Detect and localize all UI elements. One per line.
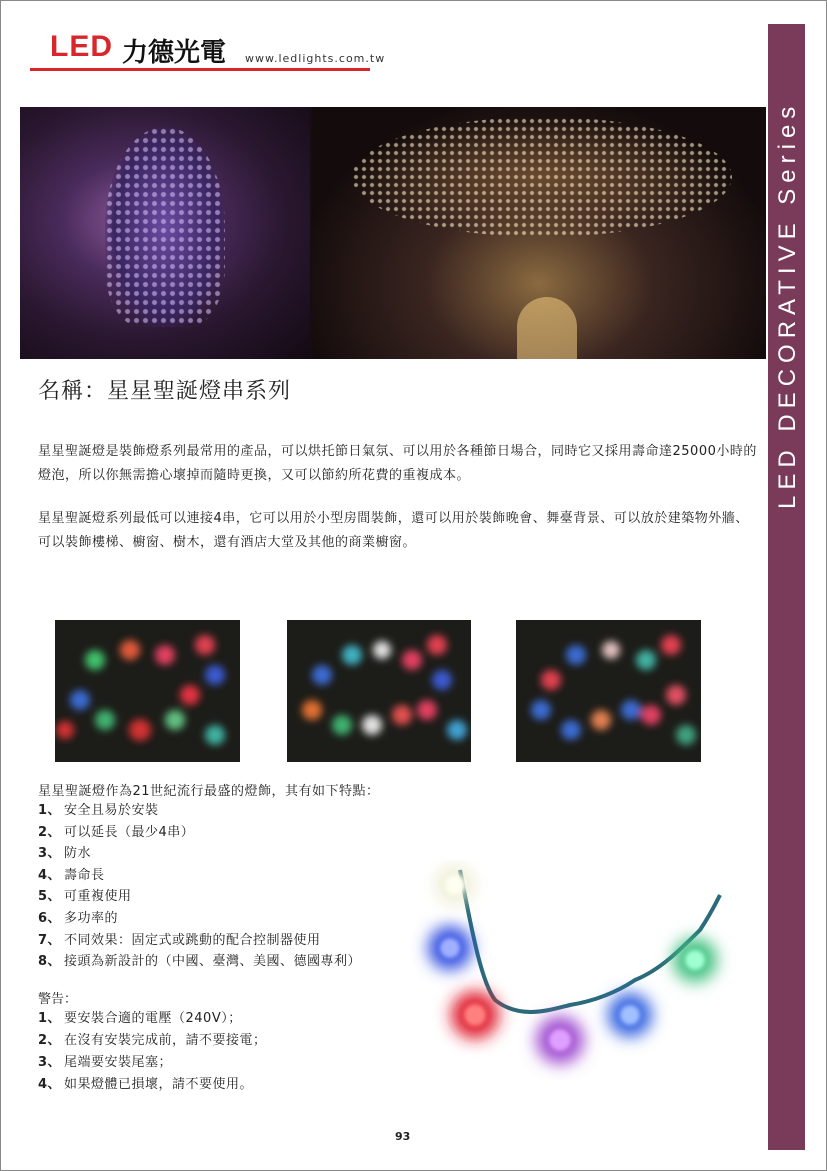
- list-item: 4、 壽命長: [38, 867, 105, 883]
- description-paragraph-1: 星星聖誕燈是裝飾燈系列最常用的產品，可以烘托節日氣氛、可以用於各種節日場合，同時它又採用壽命達25000小時的燈泡，所以你無需擔心壞掉而隨時更換，又可以節約所花費的重複成本。: [38, 444, 757, 483]
- list-item: 1、 要安裝合適的電壓（240V）；: [38, 1011, 242, 1026]
- brand-company-name: 力德光電: [122, 38, 227, 68]
- list-item: 1、 安全且易於安裝: [38, 803, 159, 818]
- brand-led-logo: LED: [50, 30, 113, 63]
- hero-photo: [20, 107, 766, 359]
- warnings-list: [38, 1008, 267, 1096]
- lit-tree-image: [105, 127, 225, 327]
- list-item: 5、 可重複使用: [38, 889, 132, 905]
- page-title: 名稱：星星聖誕燈串系列: [38, 379, 292, 404]
- product-photo-2: [287, 620, 471, 762]
- features-intro: 星星聖誕燈作為21世紀流行最盛的燈飾，其有如下特點：: [38, 784, 380, 799]
- brand-url: www.ledlights.com.tw: [245, 52, 386, 65]
- light-ring-image-3: [516, 620, 701, 762]
- list-item: 7、 不同效果：固定式或跳動的配合控制器使用: [38, 932, 321, 948]
- description-paragraph-2: 星星聖誕燈系列最低可以連接4串，它可以用於小型房間裝飾，還可以用於裝飾晚會、舞臺背景、可以放於建築物外牆、可以裝飾樓梯、櫥窗、樹木，還有酒店大堂及其他的商業櫥窗。: [38, 511, 749, 550]
- lit-canopy-image: [352, 117, 732, 237]
- list-item: 2、 在沒有安裝完成前，請不要接電；: [38, 1033, 267, 1048]
- warnings-title: 警告：: [38, 992, 78, 1007]
- list-item: 2、 可以延長（最少4串）: [38, 824, 195, 840]
- sidebar-label: [768, 24, 805, 524]
- hero-photo-walkway: [312, 107, 766, 359]
- sidebar-label-text: LED DECORATIVE Series: [773, 100, 801, 509]
- list-item: 3、 防水: [38, 846, 92, 862]
- header-rule: [30, 68, 370, 71]
- list-item: 8、 接頭為新設計的（中國、臺灣、美國、德國專利）: [38, 954, 362, 970]
- string-light-image: [410, 860, 750, 1080]
- light-ring-image-1: [55, 620, 240, 762]
- features-list: [38, 800, 361, 973]
- list-item: 6、 多功率的: [38, 910, 119, 926]
- list-item: 3、 尾端要安裝尾塞；: [38, 1055, 173, 1070]
- list-item: 4、 如果燈體已損壞，請不要使用。: [38, 1077, 254, 1092]
- product-photo-3: [516, 620, 701, 762]
- product-photo-1: [55, 620, 240, 762]
- page-number: 93: [395, 1130, 411, 1143]
- light-ring-image-2: [287, 620, 471, 762]
- archway-image: [517, 297, 577, 359]
- hero-photo-tree: [20, 107, 310, 359]
